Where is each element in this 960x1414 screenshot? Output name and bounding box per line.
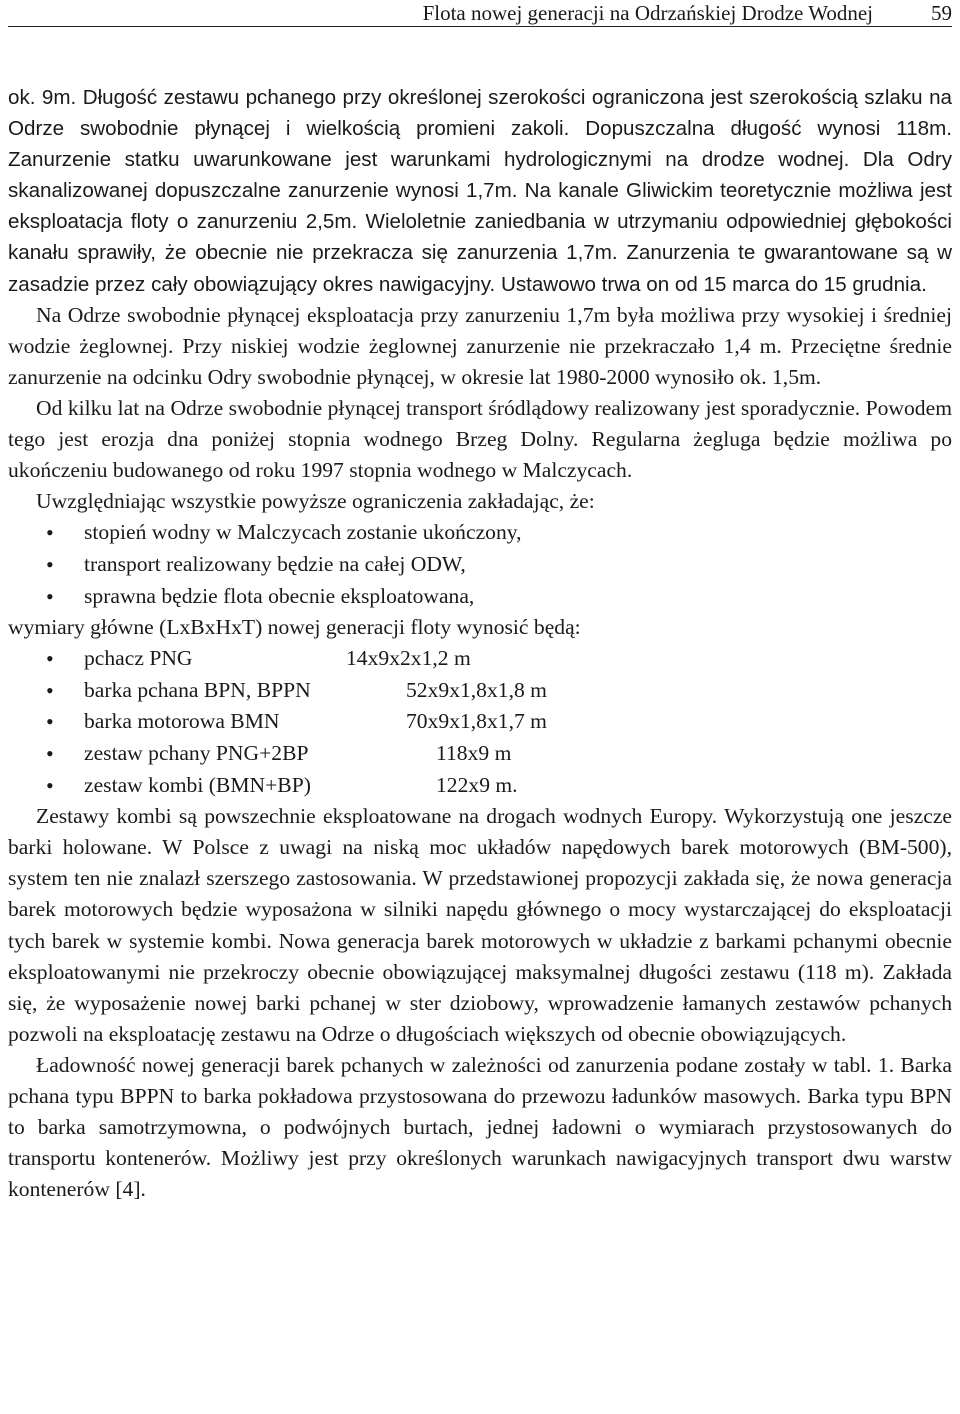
vessel-name: pchacz PNG: [84, 646, 193, 671]
vessel-name: barka pchana BPN, BPPN: [84, 677, 311, 702]
body-text: [8, 82, 952, 1205]
list-item: [8, 675, 952, 707]
list-item: • stopień wodny w Malczycach zostanie ukończony,: [8, 517, 952, 549]
paragraph-barge-capacity: Ładowność nowej generacji barek pchanych w zależności od zanurzenia podane zostały w tabl. 1. Barka pchana typu BPPN to barka pokładowa przystosowana do przewozu ładunków masowych. Barka typu BPN to barka samotrzymowna, o podwójnych burtach, jednej ładowni o wymiarach przystosowanych do transportu kontenerów. Możliwy jest przy określonych warunkach nawigacyjnych transport dwu warstw kontenerów [4].: [8, 1052, 952, 1202]
paragraph-sporadic-transport: Od kilku lat na Odrze swobodnie płynącej transport śródlądowy realizowany jest sporadycznie. Powodem tego jest erozja dna poniżej stopnia wodnego Brzeg Dolny. Regularna żegluga będzie możliwa po ukończeniu budowanego od roku 1997 stopnia wodnego w Malczycach.: [8, 395, 952, 483]
paragraph-assumptions-intro: Uwzględniając wszystkie powyższe ograniczenia zakładając, że:: [36, 489, 595, 514]
list-item: [8, 770, 952, 802]
vessel-dimensions: 118x9 m: [436, 740, 512, 765]
paragraph-combi-sets: Zestawy kombi są powszechnie eksploatowane na drogach wodnych Europy. Wykorzystują one jeszcze barki holowane. W Polsce z uwagi na niską moc układów napędowych barek motorowych (BM-500), system ten nie znalazł szerszego zastosowania. W przedstawionej propozycji zakłada się, że nowa generacja barek motorowych będzie wyposażona w silniki napędu głównego o mocy wystarczającej do eksploatacji tych barek w systemie kombi. Nowa generacja barek motorowych w układzie z barkami pchanymi obecnie eksploatowanymi nie przekroczy obecnie obowiązującej maksymalnej długości zestawu (118 m). Zakłada się, że wyposażenie nowej barki pchanej w ster dziobowy, wprowadzenie łamanych zestawów pchanych pozwoli na eksploatację zestawu na Odrze o długościach większych od obecnie obowiązujących.: [8, 804, 952, 1046]
vessel-dimensions: 122x9 m.: [436, 772, 518, 797]
vessel-name: zestaw pchany PNG+2BP: [84, 740, 309, 765]
list-item: [8, 738, 952, 770]
vessel-name: zestaw kombi (BMN+BP): [84, 772, 311, 797]
page-number: 59: [931, 1, 952, 25]
list-item: [8, 643, 952, 675]
paragraph-draught-limits: ok. 9m. Długość zestawu pchanego przy określonej szerokości ograniczona jest szerokością szlaku na Odrze swobodnie płynącej i wielkością promieni zakoli. Dopuszczalna długość wynosi 118m. Zanurzenie statku uwarunkowane jest warunkami hydrologicznymi na drodze wodnej. Dla Odry skanalizowanej dopuszczalne zanurzenie wynosi 1,7m. Na kanale Gliwickim teoretycznie możliwa jest eksploatacja floty o zanurzeniu 2,5m. Wieloletnie zaniedbania w utrzymaniu odpowiedniej głębokości kanału sprawiły, że obecnie nie przekracza się zanurzenia 1,7m. Zanurzenia te gwarantowane są w zasadzie przez cały obowiązujący okres nawigacyjny. Ustawowo trwa on od 15 marca do 15 grudnia.: [8, 86, 952, 296]
list-item: • sprawna będzie flota obecnie eksploatowana,: [8, 581, 952, 613]
vessel-dimensions: 14x9x2x1,2 m: [346, 646, 471, 671]
paragraph-dimensions-intro: wymiary główne (LxBxHxT) nowej generacji floty wynosić będą:: [8, 615, 581, 640]
running-header: [8, 0, 952, 27]
assumptions-list: [8, 517, 952, 612]
paragraph-free-flowing-oder: Na Odrze swobodnie płynącej eksploatacja przy zanurzeniu 1,7m była możliwa przy wysokiej i średniej wodzie żeglownej. Przy niskiej wodzie żeglownej zanurzenie nie przekraczało 1,4 m. Przeciętne średnie zanurzenie na odcinku Odry swobodnie płynącej, w okresie lat 1980-2000 wynosiło ok. 1,5m.: [8, 302, 952, 389]
vessel-name: barka motorowa BMN: [84, 709, 280, 734]
header-title: Flota nowej generacji na Odrzańskiej Drodze Wodnej: [422, 1, 873, 25]
dimensions-list: [8, 643, 952, 801]
list-item: • transport realizowany będzie na całej ODW,: [8, 549, 952, 581]
vessel-dimensions: 70x9x1,8x1,7 m: [406, 709, 547, 734]
vessel-dimensions: 52x9x1,8x1,8 m: [406, 677, 547, 702]
list-item: [8, 706, 952, 738]
